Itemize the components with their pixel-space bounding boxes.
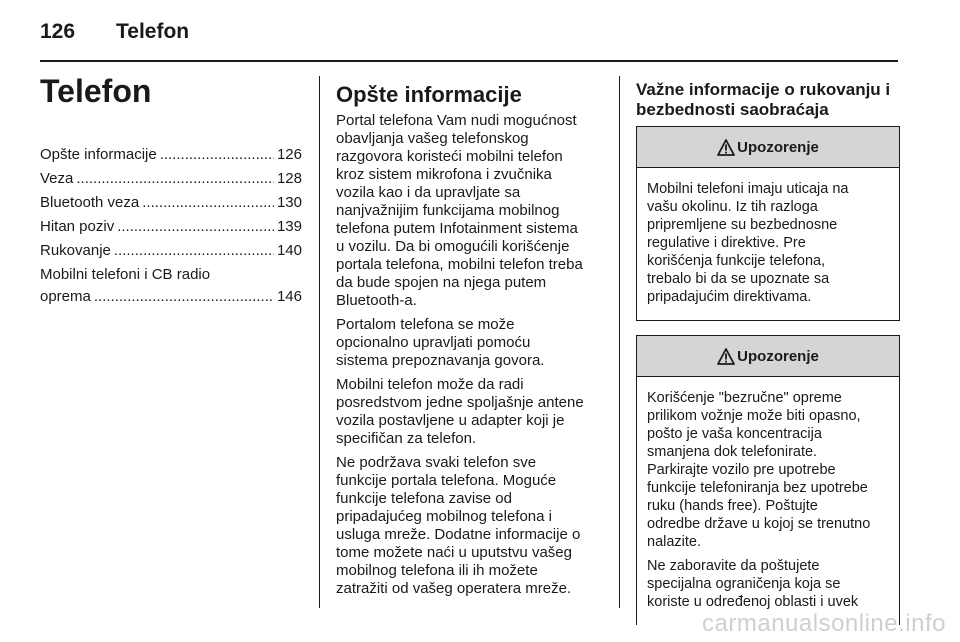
warning-header — [637, 336, 899, 377]
warning-body — [637, 168, 899, 320]
section-title: Važne informacije o rukovanju i bezbednosti saobraćaja — [636, 80, 891, 119]
column-divider-right — [619, 76, 620, 608]
body-paragraph: Ne podržava svaki telefon sve funkcije portala telefona. Moguće funkcije telefona zavise od pripadajućeg mobilnog telefona i usluga mreže. Dodatne informacije o tome možete naći u uputstvu vašeg mobilnog telefona ili ih možete zatražiti od vašeg operatera mreže. — [336, 454, 581, 597]
toc-entry[interactable] — [40, 240, 302, 262]
table-of-contents — [40, 72, 302, 308]
toc-entry-label: Rukovanje — [40, 242, 111, 259]
body-paragraph: Mobilni telefon može da radi posredstvom jedne spoljašnje antene vozila postavljene u adapter koji je specifičan za telefon. — [336, 376, 584, 447]
toc-entry-page: 126 — [276, 146, 302, 163]
watermark: carmanualsonline.info — [702, 610, 946, 637]
toc-leader-dots — [76, 168, 274, 190]
toc-entry[interactable] — [40, 168, 302, 190]
toc-entry-label: Bluetooth veza — [40, 194, 140, 211]
warning-box — [636, 126, 900, 321]
toc-leader-dots — [94, 286, 274, 308]
toc-entry-label: Hitan poziv — [40, 218, 115, 235]
toc-leader-dots — [114, 240, 274, 262]
toc-entry-label: Veza — [40, 170, 74, 187]
toc-leader-dots — [160, 144, 274, 166]
header-divider — [40, 60, 898, 62]
toc-entry-label: oprema — [40, 288, 91, 305]
warning-triangle-icon — [717, 348, 735, 365]
toc-entry-label: Opšte informacije — [40, 146, 157, 163]
section-title: Opšte informacije — [336, 82, 522, 107]
toc-entry-page: 139 — [276, 218, 302, 235]
toc-entry-page: 128 — [276, 170, 302, 187]
warning-text: Ne zaboravite da poštujete specijalna ograničenja koja se koriste u određenoj oblasti i uvek — [647, 558, 859, 610]
page-number: 126 — [40, 20, 76, 43]
toc-entry-page: 146 — [276, 288, 302, 305]
warning-header — [637, 127, 899, 168]
column-divider-left — [319, 76, 320, 608]
toc-entry[interactable] — [40, 144, 302, 166]
page-header — [40, 18, 900, 58]
chapter-title: Telefon — [40, 73, 152, 109]
warning-label: Upozorenje — [737, 347, 819, 365]
running-title: Telefon — [116, 20, 190, 43]
toc-entry-page: 140 — [276, 242, 302, 259]
body-paragraph: Portal telefona Vam nudi mogućnost obavljanja vašeg telefonskog razgovora koristeći mobilni telefon kroz sistem mikrofona i zvučnika vozila kao i da upravljate sa nanjvažnijim funkcijama mobilnog telefona putem Infotainment sistema u vozilu. Da bi omogućili korišćenje portala telefona, mobilni telefon treba da bude spojen na njega putem Bluetooth-a. — [336, 112, 583, 309]
toc-entry[interactable] — [40, 264, 302, 308]
toc-entry-label-line1: Mobilni telefoni i CB radio — [40, 266, 211, 283]
toc-entry[interactable] — [40, 216, 302, 238]
warning-text: Mobilni telefoni imaju uticaja na vašu okolinu. Iz tih razloga pripremljene su bezbednosne regulative i direktive. Pre korišćenja funkcije telefona, trebalo bi da se upoznate sa pripadajućim direktivama. — [647, 181, 849, 305]
warning-triangle-icon — [717, 139, 735, 156]
toc-entry-page: 130 — [276, 194, 302, 211]
toc-entry[interactable] — [40, 192, 302, 214]
warning-box — [636, 335, 900, 625]
warning-label: Upozorenje — [737, 138, 819, 156]
toc-leader-dots — [142, 192, 274, 214]
safety-section — [636, 80, 900, 639]
warning-body — [637, 377, 899, 625]
toc-leader-dots — [117, 216, 274, 238]
warning-text: Korišćenje "bezručne" opreme prilikom vožnje može biti opasno, pošto je vaša koncentracija smanjena dok telefonirate. Parkirajte vozilo pre upotrebe funkcije telefoniranja bez upotrebe ruku (hands free). Poštujte odredbe države u kojoj se trenutno nalazite. — [647, 390, 871, 550]
body-paragraph: Portalom telefona se može opcionalno upravljati pomoću sistema prepoznavanja govora. — [336, 316, 545, 369]
general-information-section — [336, 82, 604, 604]
